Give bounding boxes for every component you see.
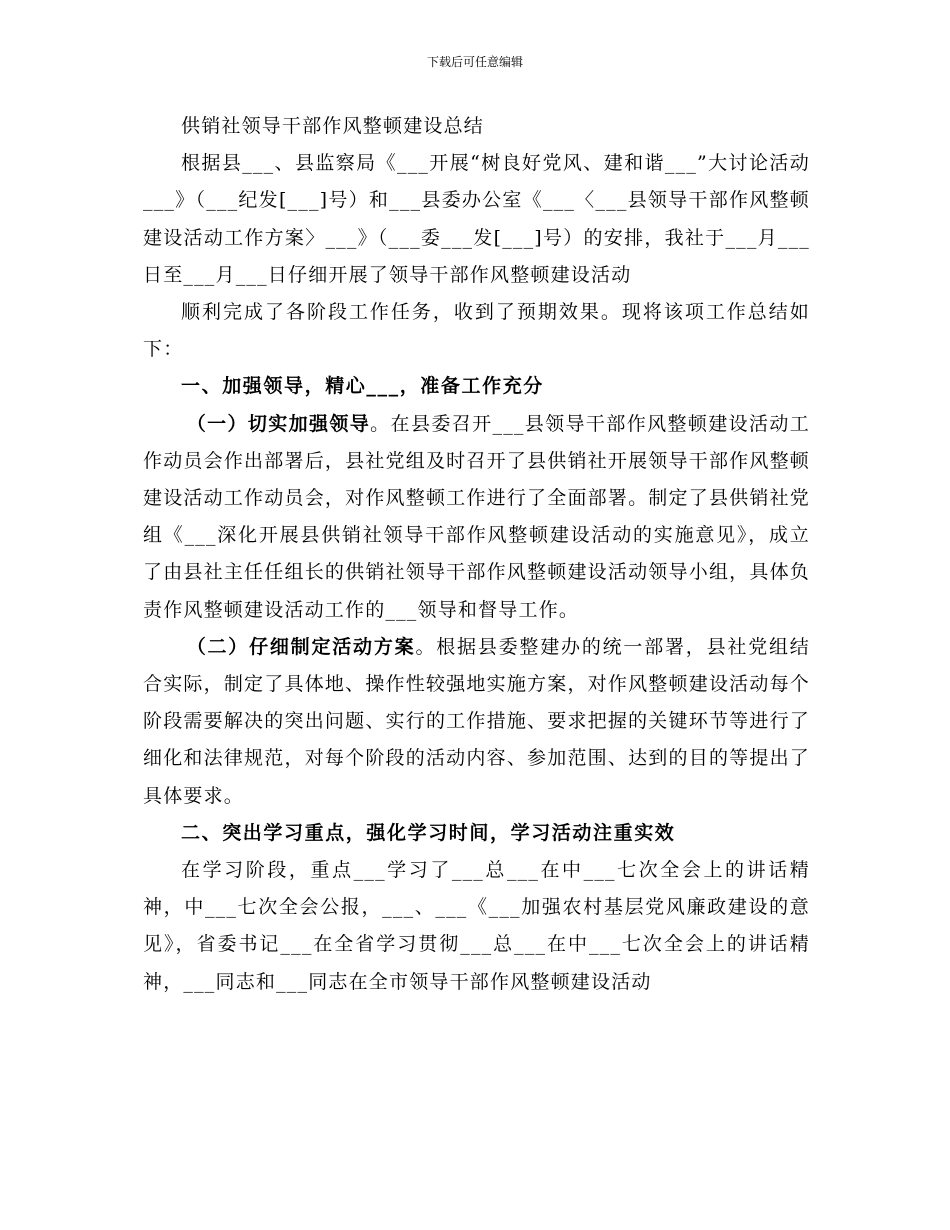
subsection-2-text: 。根据县委整建办的统一部署，县社党组结合实际，制定了具体地、操作性较强地实施方案，对作风整顿建设活动每个阶段需要解决的突出问题、实行的工作措施、要求把握的关键环节等进行了细化和法律规范，对每个阶段的活动内容、参加范围、达到的目的等提出了具体要求。 — [143, 635, 810, 807]
page-header: 下载后可任意编辑 — [426, 55, 523, 69]
paragraph-study: 在学习阶段，重点___学习了___总___在中___七次全会上的讲话精神，中___七次全会公报，___、___《___加强农村基层党风廉政建设的意见》，省委书记___在全省学习贯彻___总___在中___七次全会上的讲话精神，___同志和___同志在全市领导干部作风整顿建设活动 — [143, 859, 810, 993]
subsection-1-text: 。在县委召开___县领导干部作风整顿建设活动工作动员会作出部署后，县社党组及时召开了县供销社开展领导干部作风整顿建设活动工作动员会，对作风整顿工作进行了全面部署。制定了县供销社党组《___深化开展县供销社领导干部作风整顿建设活动的实施意见》，成立了由县社主任任组长的供销社领导干部作风整顿建设活动领导小组，具体负责作风整顿建设活动工作的___领导和督导工作。 — [143, 412, 810, 621]
document-title: 供销社领导干部作风整顿建设总结 — [181, 115, 485, 137]
section-heading-1: 一、加强领导，精心___，准备工作充分 — [181, 375, 544, 398]
paragraph-intro: 根据县___、县监察局《___开展“树良好党风、建和谐___”大讨论活动___》（___纪发[___]号）和___县委办公室《___〈___县领导干部作风整顿建设活动工作方案〉___》（___委___发[___]号）的安排，我社于___月___日至___月___日仔细开展了领导干部作风整顿建设活动 — [143, 152, 810, 286]
subsection-2-title: （二）仔细制定活动方案 — [186, 635, 416, 658]
paragraph-summary: 顺利完成了各阶段工作任务，收到了预期效果。现将该项工作总结如下： — [143, 301, 810, 361]
section-heading-2: 二、突出学习重点，强化学习时间，学习活动注重实效 — [181, 821, 676, 844]
subsection-2 — [143, 629, 810, 815]
subsection-1-title: （一）切实加强领导 — [186, 412, 371, 435]
subsection-1 — [143, 406, 810, 629]
document-body — [143, 108, 810, 1001]
